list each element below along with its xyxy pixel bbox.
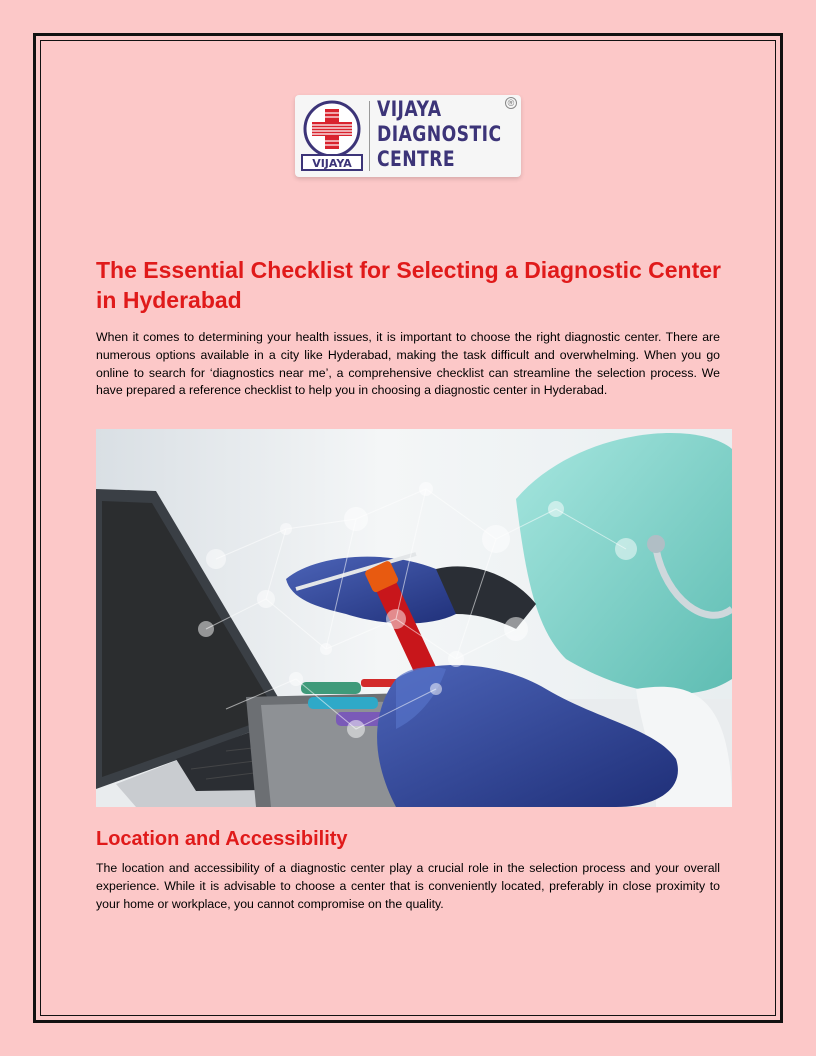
registered-mark: ®: [505, 97, 517, 109]
section-paragraph: The location and accessibility of a diagnostic center play a crucial role in the selection process and your overall experience. While it is advisable to choose a center that is conveniently located, preferably in close proximity to your home or workplace, you cannot compromise on the quality.: [96, 861, 720, 911]
article-title: The Essential Checklist for Selecting a Diagnostic Center in Hyderabad: [96, 257, 722, 313]
medical-cross-icon: [299, 99, 365, 173]
logo-line-3: CENTRE: [377, 147, 456, 171]
section-heading: Location and Accessibility: [96, 828, 348, 850]
logo-divider: [369, 101, 370, 171]
logo-line-1: VIJAYA: [377, 97, 442, 121]
lab-photo-illustration: [96, 429, 732, 807]
lab-photo: [96, 429, 732, 807]
logo-emblem-text: VIJAYA: [312, 157, 352, 170]
logo-line-2: DIAGNOSTIC: [377, 122, 502, 146]
vijaya-diagnostic-logo: [295, 95, 521, 177]
intro-paragraph: When it comes to determining your health issues, it is important to choose the right diagnostic center. There are numerous options available in a city like Hyderabad, making the task difficult and overwhelming. When you go online to search for ‘diagnostics near me’, a comprehensive checklist can streamline the selection process. We have prepared a reference checklist to help you in choosing a diagnostic center in Hyderabad.: [96, 330, 720, 398]
logo-wordmark: [377, 97, 502, 172]
